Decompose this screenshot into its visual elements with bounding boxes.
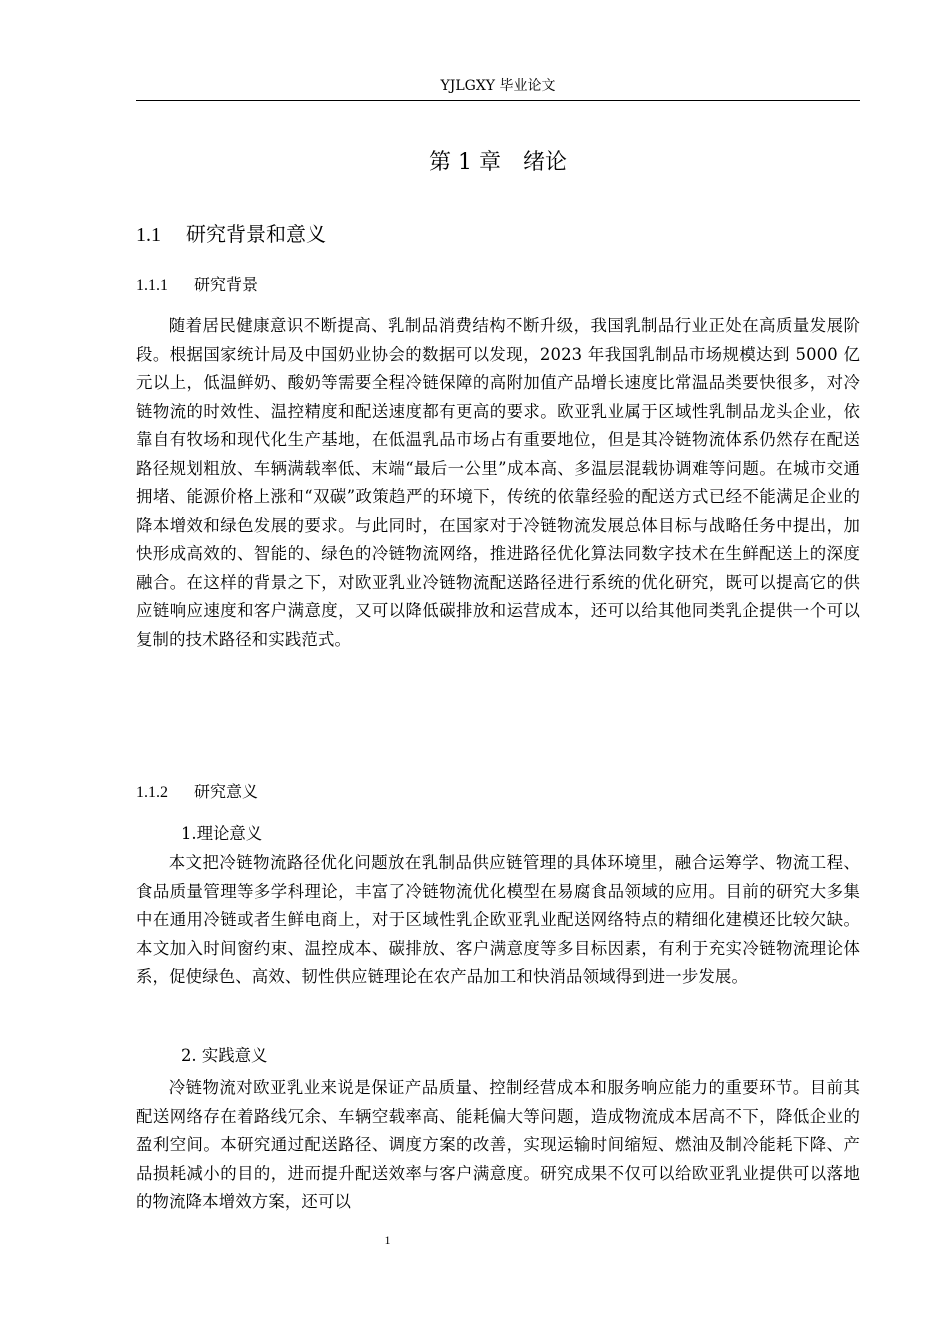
subsection-heading-1-1-2: [136, 780, 258, 805]
running-header: YJLGXY 毕业论文: [440, 78, 556, 94]
theory-significance-label: 1.理论意义: [181, 824, 263, 843]
header-rule: [136, 100, 860, 101]
theory-significance-paragraph: 本文把冷链物流路径优化问题放在乳制品供应链管理的具体环境里，融合运筹学、物流工程、食品质量管理等多学科理论，丰富了冷链物流优化模型在易腐食品领域的应用。目前的研究大多集中在通用冷链或者生鲜电商上，对于区域性乳企欧亚乳业配送网络特点的精细化建模还比较欠缺。本文加入时间窗约束、温控成本、碳排放、客户满意度等多目标因素，有利于充实冷链物流理论体系，促使绿色、高效、韧性供应链理论在农产品加工和快消品领域得到进一步发展。: [136, 853, 860, 986]
subsection-number: 1.1.2: [136, 784, 168, 801]
chapter-title: 第 1 章 绪论: [429, 150, 567, 175]
section-title: 研究背景和意义: [186, 222, 326, 246]
subsection-title: 研究背景: [194, 275, 259, 294]
section-heading-1-1: [136, 219, 326, 250]
page-number: 1: [384, 1233, 391, 1247]
practice-significance-paragraph: 冷链物流对欧亚乳业来说是保证产品质量、控制经营成本和服务响应能力的重要环节。目前其配送网络存在着路线冗余、车辆空载率高、能耗偏大等问题，造成物流成本居高不下，降低企业的盈利空间。本研究通过配送路径、调度方案的改善，实现运输时间缩短、燃油及制冷能耗下降、产品损耗减小的目的，进而提升配送效率与客户满意度。研究成果不仅可以给欧亚乳业提供可以落地的物流降本增效方案，还可以: [136, 1078, 860, 1211]
section-number: 1.1: [136, 224, 161, 246]
subsection-title: 研究意义: [194, 782, 259, 801]
subsection-heading-1-1-1: [136, 273, 258, 298]
practice-significance-label: 2. 实践意义: [181, 1046, 268, 1065]
subsection-number: 1.1.1: [136, 277, 168, 294]
background-paragraph: 随着居民健康意识不断提高、乳制品消费结构不断升级，我国乳制品行业正处在高质量发展阶段。根据国家统计局及中国奶业协会的数据可以发现，2023 年我国乳制品市场规模达到 5000 亿元以上，低温鲜奶、酸奶等需要全程冷链保障的高附加值产品增长速度比常温品类要快很多，对冷链物流的时效性、温控精度和配送速度都有更高的要求。欧亚乳业属于区域性乳制品龙头企业，依靠自有牧场和现代化生产基地，在低温乳品市场占有重要地位，但是其冷链物流体系仍然存在配送路径规划粗放、车辆满载率低、末端“最后一公里”成本高、多温层混载协调难等问题。在城市交通拥堵、能源价格上涨和“双碳”政策趋严的环境下，传统的依靠经验的配送方式已经不能满足企业的降本增效和绿色发展的要求。与此同时，在国家对于冷链物流发展总体目标与战略任务中提出，加快形成高效的、智能的、绿色的冷链物流网络，推进路径优化算法同数字技术在生鲜配送上的深度融合。在这样的背景之下，对欧亚乳业冷链物流配送路径进行系统的优化研究，既可以提高它的供应链响应速度和客户满意度，又可以降低碳排放和运营成本，还可以给其他同类乳企提供一个可以复制的技术路径和实践范式。: [136, 316, 860, 649]
